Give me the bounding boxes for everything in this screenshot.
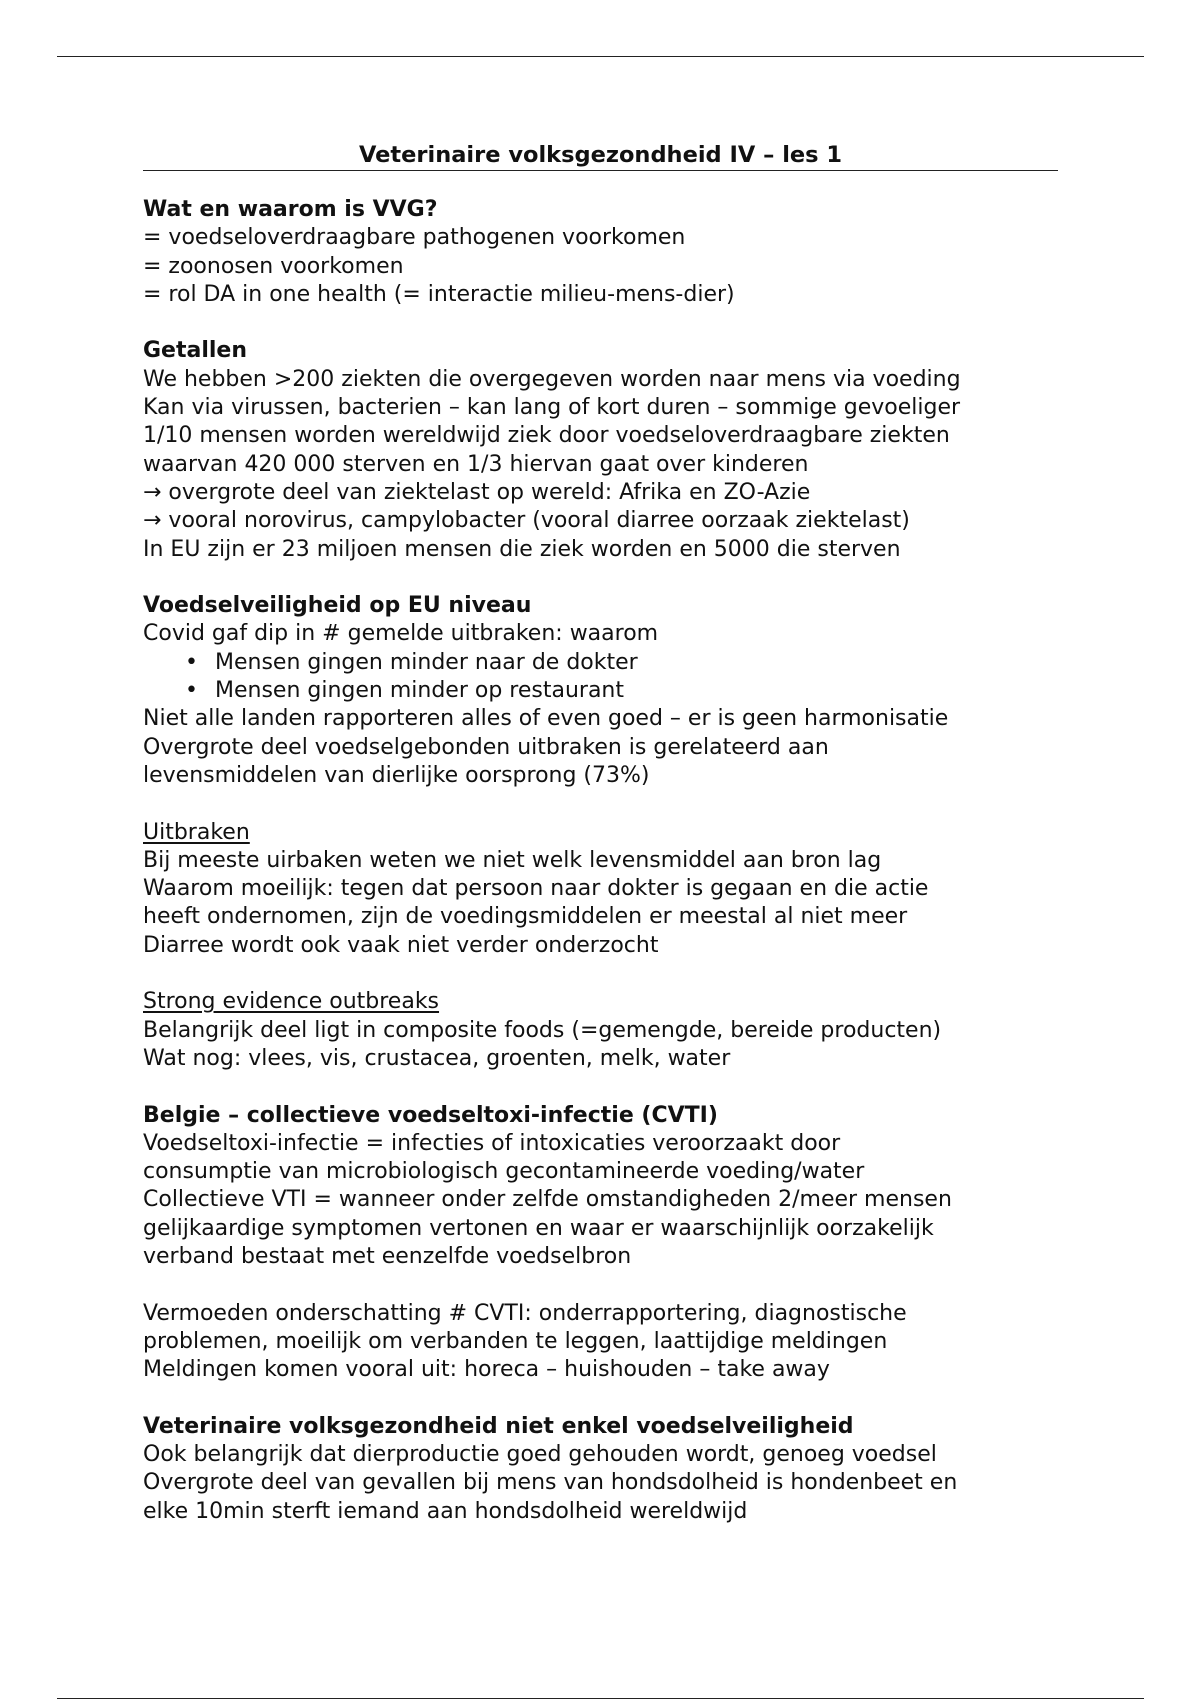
subsection-heading: Uitbraken [143,819,250,845]
list-item: • Mensen gingen minder naar de dokter [183,649,1058,677]
document-title: Veterinaire volksgezondheid IV – les 1 [143,140,1058,171]
page-top-rule [57,56,1144,57]
bullet-list [143,649,1058,706]
page-bottom-rule [57,1698,1144,1699]
section-heading: Getallen [143,338,248,364]
text-line: Covid gaf dip in # gemelde uitbraken: waarom [143,621,659,647]
text-line: levensmiddelen van dierlijke oorsprong (73%) [143,762,650,788]
text-line: Belangrijk deel ligt in composite foods (=gemengde, bereide producten) [143,1017,942,1043]
text-line: = rol DA in one health (= interactie milieu-mens-dier) [143,281,735,307]
section-uitbraken [143,819,1058,960]
section-heading: Wat en waarom is VVG? [143,197,438,222]
section-heading: Belgie – collectieve voedseltoxi-infectie (CVTI) [143,1102,718,1128]
text-line: elke 10min sterft iemand aan hondsdolheid wereldwijd [143,1498,748,1524]
section-wat-en-waarom [143,196,1058,309]
section-getallen [143,337,1058,563]
text-line: = voedseloverdraagbare pathogenen voorkomen [143,225,686,251]
text-line: Kan via virussen, bacterien – kan lang of kort duren – sommige gevoeliger [143,395,961,421]
text-line: Voedseltoxi-infectie = infecties of intoxicaties veroorzaakt door [143,1130,841,1156]
text-line: 1/10 mensen worden wereldwijd ziek door voedseloverdraagbare ziekten [143,423,950,449]
section-voedselveiligheid-eu [143,592,1058,790]
text-line: In EU zijn er 23 miljoen mensen die ziek worden en 5000 die sterven [143,536,901,562]
text-line: Niet alle landen rapporteren alles of even goed – er is geen harmonisatie [143,706,949,732]
text-line: Wat nog: vlees, vis, crustacea, groenten, melk, water [143,1045,731,1071]
text-line: verband bestaat met eenzelfde voedselbron [143,1243,632,1269]
subsection-heading: Strong evidence outbreaks [143,989,440,1015]
text-line: Bij meeste uirbaken weten we niet welk levensmiddel aan bron lag [143,847,882,873]
section-heading: Voedselveiligheid op EU niveau [143,593,532,619]
text-line: → overgrote deel van ziektelast op wereld: Afrika en ZO-Azie [143,479,811,505]
text-line: Overgrote deel voedselgebonden uitbraken is gerelateerd aan [143,734,829,760]
text-line: heeft ondernomen, zijn de voedingsmiddelen er meestal al niet meer [143,904,908,930]
text-line: Diarree wordt ook vaak niet verder onderzocht [143,932,659,958]
document-body [143,140,1058,1526]
text-line: problemen, moeilijk om verbanden te leggen, laattijdige meldingen [143,1328,888,1354]
text-line: waarvan 420 000 sterven en 1/3 hiervan gaat over kinderen [143,451,809,477]
text-line: Vermoeden onderschatting # CVTI: onderrapportering, diagnostische [143,1300,907,1326]
text-line: = zoonosen voorkomen [143,253,404,279]
text-line: Waarom moeilijk: tegen dat persoon naar dokter is gegaan en die actie [143,876,929,902]
text-line: → vooral norovirus, campylobacter (vooral diarree oorzaak ziektelast) [143,508,910,534]
text-line: Ook belangrijk dat dierproductie goed gehouden wordt, genoeg voedsel [143,1442,937,1468]
section-vvg-niet-enkel [143,1413,1058,1526]
section-heading: Veterinaire volksgezondheid niet enkel voedselveiligheid [143,1413,854,1439]
text-line: consumptie van microbiologisch gecontamineerde voeding/water [143,1159,865,1185]
text-line: We hebben >200 ziekten die overgegeven worden naar mens via voeding [143,366,961,392]
text-line: gelijkaardige symptomen vertonen en waar er waarschijnlijk oorzakelijk [143,1215,934,1241]
section-belgie-cvti [143,1102,1058,1385]
list-item: • Mensen gingen minder op restaurant [183,677,1058,705]
text-line: Meldingen komen vooral uit: horeca – huishouden – take away [143,1357,830,1383]
section-strong-evidence [143,988,1058,1073]
text-line: Collectieve VTI = wanneer onder zelfde omstandigheden 2/meer mensen [143,1187,952,1213]
text-line: Overgrote deel van gevallen bij mens van hondsdolheid is hondenbeet en [143,1470,958,1496]
